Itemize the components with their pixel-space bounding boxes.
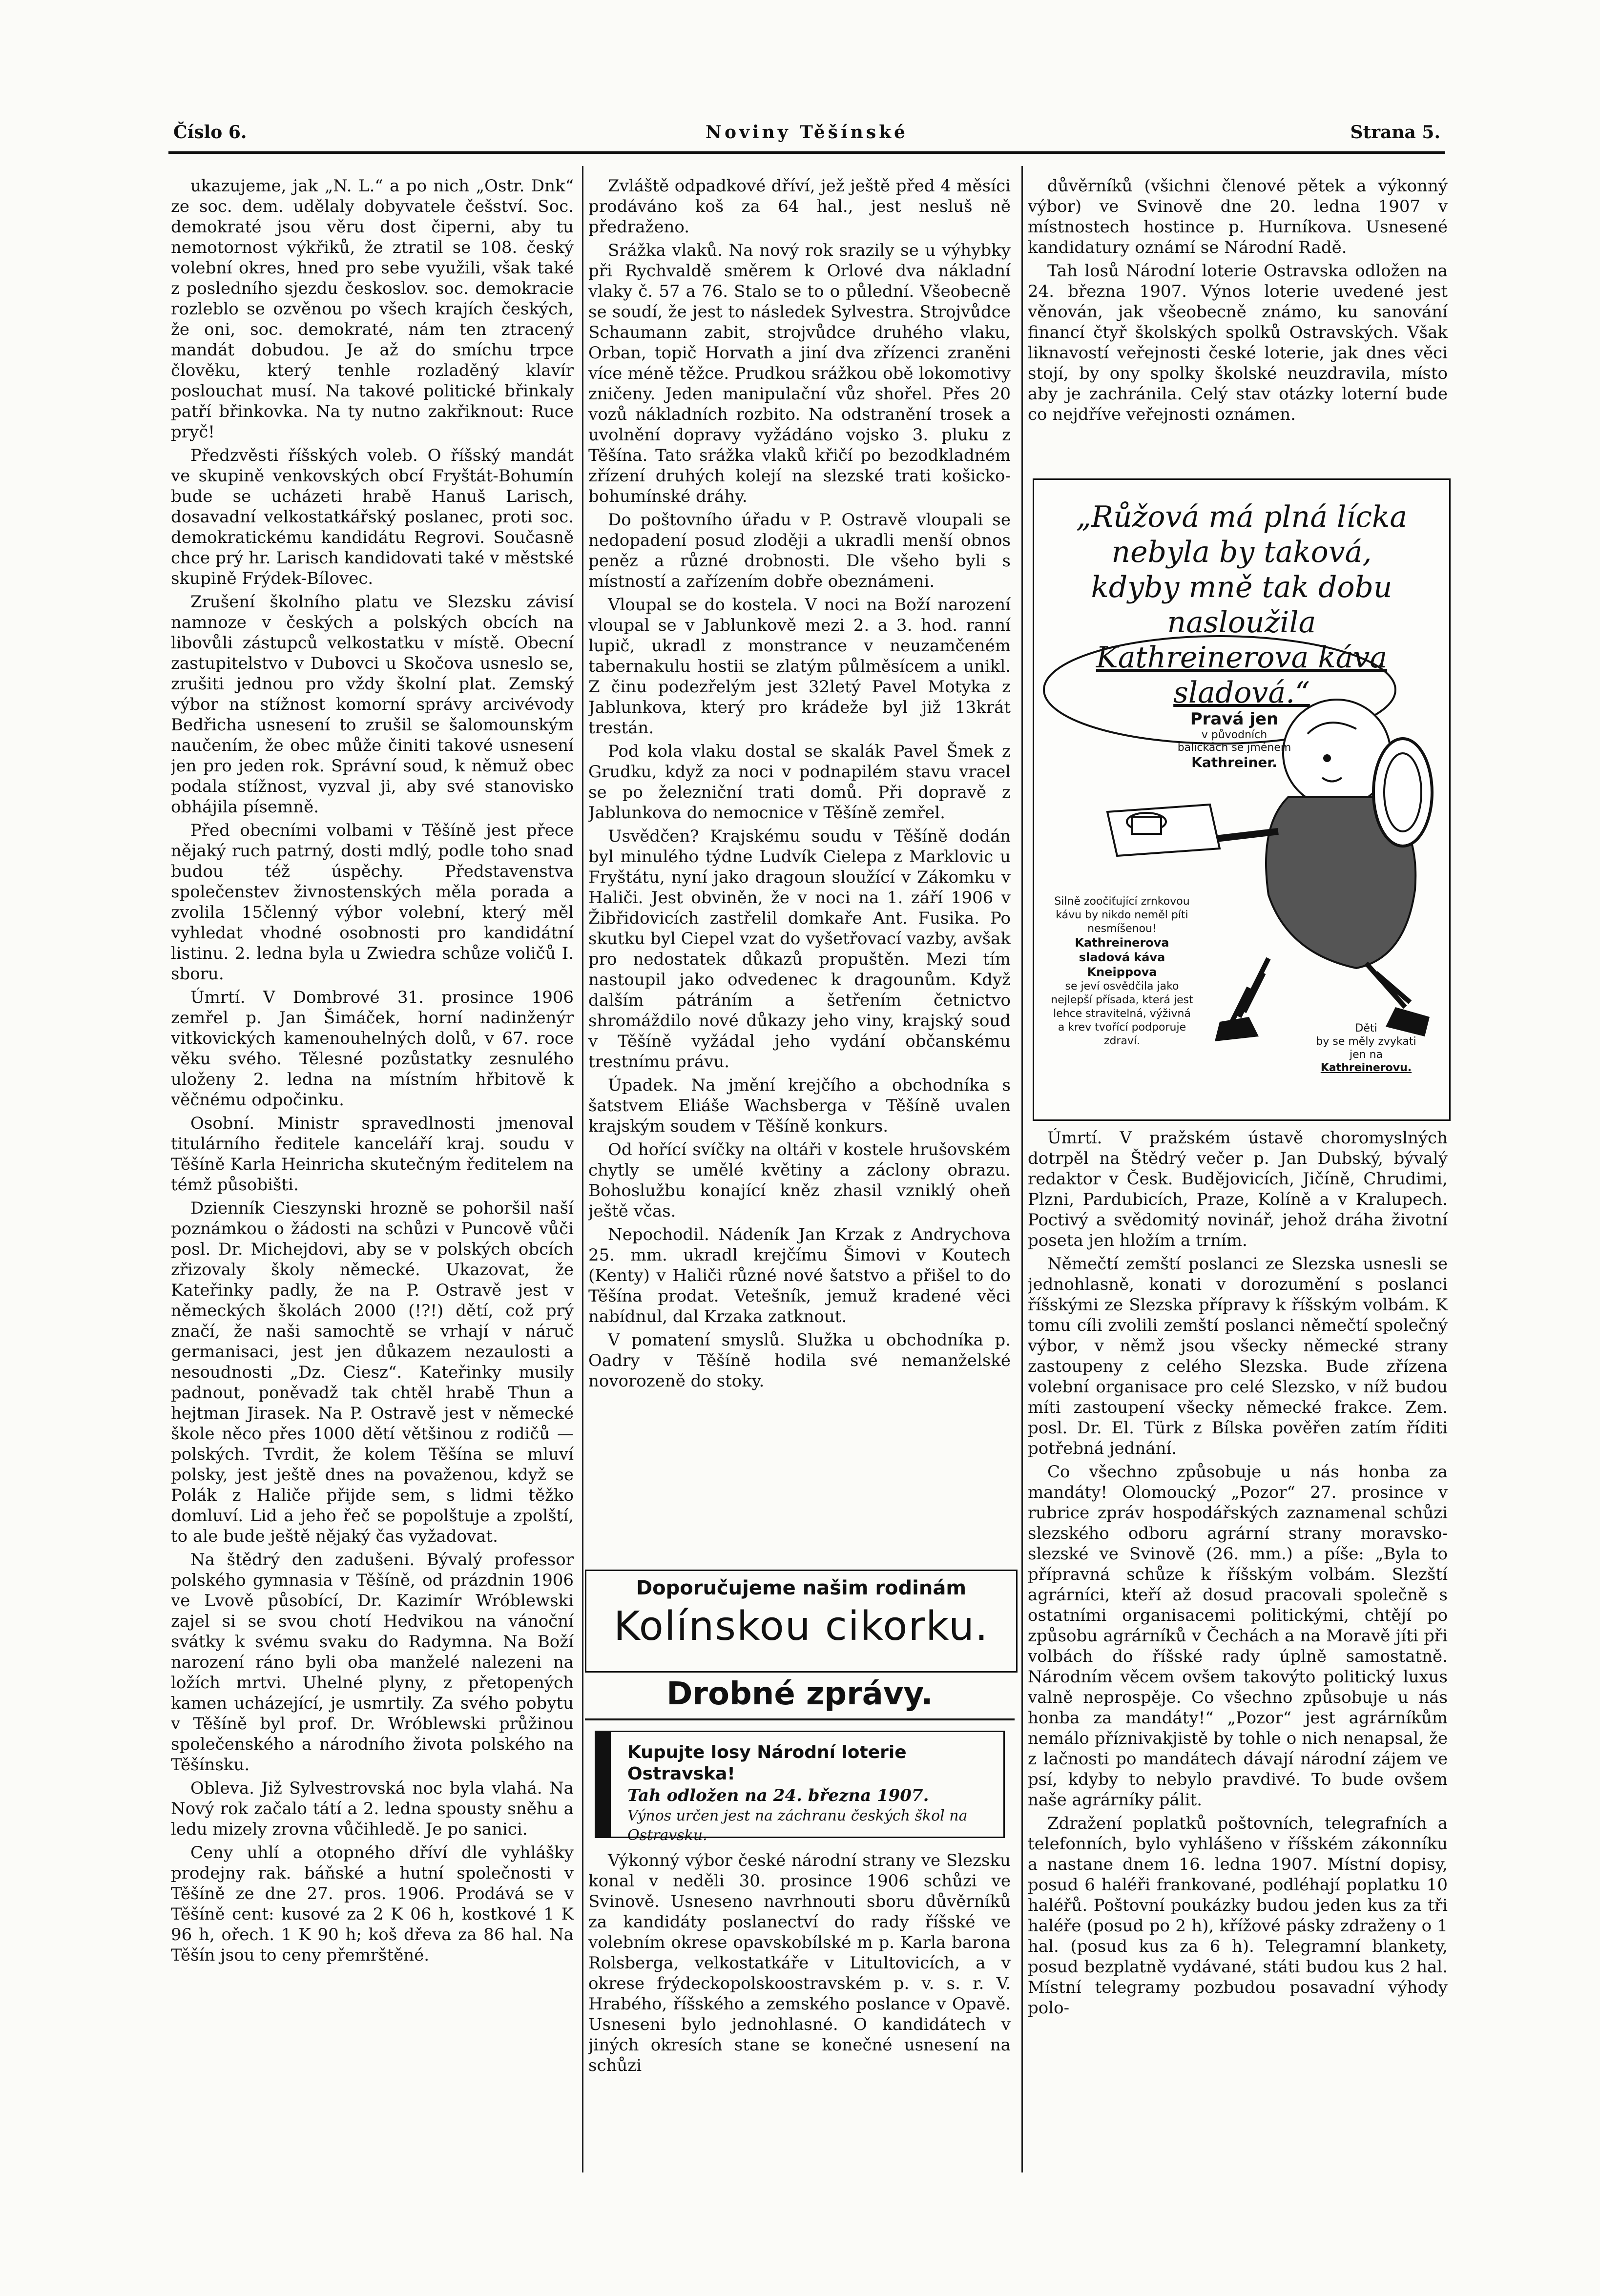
note-line: by se měly zvykati jen na bbox=[1316, 1035, 1416, 1061]
verse-line: kdyby mně tak dobu nasloužila bbox=[1091, 570, 1392, 640]
header-rule bbox=[168, 151, 1445, 154]
kathreiner-promo-text bbox=[1049, 895, 1195, 1048]
article-paragraph: Úpadek. Na jmění krejčího a obchodníka s šatstvem Eliáše Wachsberga v Těšíně uvalen krajským soudem v Těšíně konkurs. bbox=[588, 1076, 1011, 1136]
article-paragraph: důvěrníků (všichni členové pětek a výkonný výbor) ve Svinově dne 20. ledna 1907 v místnostech hostince p. Hurníkova. Usnesené kandidatury oznámí se Národní Radě. bbox=[1028, 176, 1448, 257]
article-paragraph: Osobní. Ministr spravedlnosti jmenoval titulárního ředitele kanceláří kraj. soudu v Těšíně Karla Heinricha skutečným ředitelem na témž působišti. bbox=[171, 1114, 574, 1195]
kathreiner-brand-box bbox=[1176, 709, 1293, 770]
article-paragraph: Od hořící svíčky na oltáři v kostele hrušovském chytly se umělé květiny a záclony obrazu. Bohoslužbu konající kněz zhasil vzniklý oheň ještě včas. bbox=[588, 1140, 1011, 1221]
column-divider bbox=[1021, 166, 1023, 2172]
column-1 bbox=[171, 176, 574, 2168]
cikorka-ad-product: Kolínskou cikorku. bbox=[613, 1603, 989, 1650]
article-paragraph: Zdražení poplatků poštovních, telegrafních a telefonních, bylo vyhlášeno v říšském zákonníku a nastane dnem 16. ledna 1907. Místní dopisy, posud 6 haléři frankované, podléhají poplatku 10 haléřů. Poštovní poukázky budou jeden kus za tři haléře (posud po 2 h), křížové pásky zdraženy o 1 hal. (posud kus za 6 h). Telegramní blankety, posud bezplatně vydávané, státi budou kus 2 hal. Místní telegramy pozbudou posavadní výhody polo- bbox=[1028, 1814, 1448, 2018]
verse-line: „Růžová má plná lícka bbox=[1076, 500, 1408, 534]
brand-subtitle: v původních balíčkách se jménem bbox=[1177, 729, 1291, 754]
verse-line: nebyla by taková, bbox=[1111, 535, 1372, 569]
column-3-continued bbox=[1028, 1128, 1448, 2163]
column-2 bbox=[588, 176, 1011, 1557]
article-paragraph: Co všechno způsobuje u nás honba za mandáty! Olomoucký „Pozor“ 27. prosince v rubrice zpráv hospodářských zaznamenal schůzi slezského odboru agrární strany moravsko-slezské ve Svinově (26. mm.) a píše: „Byla to přípravná schůze k říšským volbám. Slezští agrárníci, kteří až dosud pracovali společně s ostatními organisacemi politickými, chtějí po způsobu agrárníků v Čechách a na Moravě jíti při volbách do říšské rady úplně samostatně. Národním věcem ovšem takovýto politický luxus valně neprospěje. Co všechno způsobuje u nás honba za mandáty!“ „Pozor“ jest agrárníkům nemálo příznivakjistě by tohle o nich nenapsal, že z lačnosti po mandátech dávají národní zájem ve psí, kdyby to nebylo pravdivé. To bude ovšem naše agrárníky pálit. bbox=[1028, 1462, 1448, 1810]
article-paragraph: Úmrtí. V Dombrové 31. prosince 1906 zemřel p. Jan Šimáček, horní nadinženýr vitkovických kamenouhelných dolů, v 67. roce věku svého. Tělesné pozůstatky zesnulého uloženy 2. ledna na místním hřbitově k věčnému odpočinku. bbox=[171, 988, 574, 1110]
article-paragraph: Ceny uhlí a otopného dříví dle vyhlášky prodejny rak. báňské a hutní společnosti v Těšíně ze dne 27. pros. 1906. Prodává se v Těšíně cent: kusové za 2 K 06 h, kostkové 1 K 96 h, ořech. 1 K 90 h; koš dřeva za 86 hal. Na Těšín jsou to ceny přemrštěné. bbox=[171, 1843, 574, 1965]
article-paragraph: Výkonný výbor české národní strany ve Slezsku konal v neděli 30. prosince 1906 schůzi ve Svinově. Usneseno navrhnouti sboru důvěrníků za kandidáty poslanectví do rady říšské ve volebním okrese opavskobílské m p. Karla barona Rolsberga, velkostatkáře v Litultovicích, a v okrese frýdeckopolskoostravském p. v. s. r. V. Hrabého, říšského a zemského poslance v Opavě. Usneseni bylo jednohlasné. O kandidátech v jiných okresích stane se konečné usnesení na schůzi bbox=[588, 1851, 1011, 2075]
promo-line: Kathreinerova sladová káva Kneippova bbox=[1075, 936, 1169, 979]
brand-name: Kathreiner. bbox=[1191, 754, 1277, 770]
article-paragraph: Zvláště odpadkové dříví, jež ještě před 4 měsíci prodáváno koš za 64 hal., jest nesluš ně předraženo. bbox=[588, 176, 1011, 237]
article-paragraph: Vloupal se do kostela. V noci na Boží narození vloupal se v Jablunkově mezi 2. a 3. hod. ranní lupič, ukradl z monstrance v neuzamčeném tabernakulu hostii se zlatým půlměsícem a unikl. Z činu podezřelým jest 32letý Pavel Motyka z Jablunkova, který pro krádeže byl již 13krát trestán. bbox=[588, 595, 1011, 738]
cikorka-ad-tagline: Doporučujeme našim rodinám bbox=[636, 1577, 967, 1599]
issue-number: Číslo 6. bbox=[173, 122, 247, 143]
note-line: Děti bbox=[1355, 1022, 1377, 1034]
article-paragraph: Srážka vlaků. Na nový rok srazily se u výhybky při Rychvaldě směrem k Orlové dva nákladní vlaky č. 57 a 76. Stalo se to o půlední. Všeobecně se soudí, že jest to následek Sylvestra. Strojvůdce Schaumann zabit, strojvůdce druhého vlaku, Orban, topič Horvath a jiní dva zřízenci zraněni více méně těžce. Prudkou srážkou obě lokomotivy zničeny. Jeden manipulační vůz shořel. Přes 20 vozů nákladních rozbito. Na odstranění trosek a uvolnění dopravy vyžádáno vojsko 3. pluku z Těšína. Tato srážka vlaků křičí po bezodkladném zřízení druhých kolejí na slezské trati košicko-bohumínské dráhy. bbox=[588, 241, 1011, 506]
kathreiner-advertisement bbox=[1033, 478, 1451, 1121]
article-paragraph: V pomatení smyslů. Služka u obchodníka p. Oadry v Těšíně hodila své nemanželské novorozeně do stoky. bbox=[588, 1330, 1011, 1391]
brand-title: Pravá jen bbox=[1190, 709, 1279, 729]
article-paragraph: Pod kola vlaku dostal se skalák Pavel Šmek z Grudku, když za noci v podnapilém stavu vracel se po železniční trati domů. Při dopravě z Jablunkova do nemocnice v Těšíně zemřel. bbox=[588, 742, 1011, 823]
article-paragraph: Úmrtí. V pražském ústavě choromyslných dotrpěl na Štědrý večer p. Jan Dubský, bývalý redaktor v Česk. Budějovicích, Jičíně, Chrudimi, Plzni, Pardubicích, Praze, Kolíně a v Kralupech. Poctivý a svědomitý novinář, jehož dráha životní poseta jen hložím a trním. bbox=[1028, 1128, 1448, 1250]
article-paragraph: Do poštovního úřadu v P. Ostravě vloupali se nedopadení posud zloději a ukradli menší obnos peněz a různé drobnosti. Dle všeho byli s místností a zařízením dobře obeznámeni. bbox=[588, 510, 1011, 591]
kathreiner-children-note bbox=[1308, 1022, 1425, 1075]
lottery-advertisement bbox=[595, 1731, 1005, 1844]
lottery-ad-date: Tah odložen na 24. března 1907. bbox=[627, 1786, 929, 1805]
lottery-ad-purpose: Výnos určen jest na záchranu českých škol na Ostravsku. bbox=[627, 1807, 968, 1844]
article-paragraph: Obleva. Již Sylvestrovská noc byla vlahá. Na Nový rok začalo tátí a 2. ledna spousty sněhu a ledu mizely zrovna vůčihledě. Je po sanici. bbox=[171, 1779, 574, 1839]
ad-accent-bar bbox=[596, 1732, 611, 1837]
article-paragraph: Zrušení školního platu ve Slezsku závisí namnoze v českých a polských obcích na libovůli zástupců velkostatku v místě. Obecní zastupitelstvo v Dubovci u Skočova usneslo se, zrušiti jednou pro vždy školní plat. Zemský výbor na stížnost komorní správy arcivévody Bedřicha usnesení to zrušil se šalomounským naučením, že obec může činiti takové usnesení jen pro jeden rok. Správní soud, k němuž obec podala stížnost, vyzval ji, aby své stanovisko obhájila písemně. bbox=[171, 592, 574, 817]
article-paragraph: Na štědrý den zadušeni. Bývalý professor polského gymnasia v Těšíně, od prázdnin 1906 ve Lvově působící, Dr. Kazimír Wróblewski zajel si se svou chotí Hedvikou na vánoční svátky k svému svaku do Radymna. Na Boží narození ráno byli oba manželé nalezeni na ložích mrtvi. Uhelné plyny, z přetopených kamen ucházející, je usmrtily. Za svého pobytu v Těšíně byl prof. Dr. Wróblewski průžinou společenského a národního života polského na Těšínsku. bbox=[171, 1550, 574, 1775]
page-number: Strana 5. bbox=[1350, 122, 1440, 143]
verse-line: Kathreinerova káva sladová.“ bbox=[1096, 641, 1388, 710]
note-line: Kathreinerovu. bbox=[1320, 1062, 1412, 1074]
cikorka-advertisement bbox=[585, 1570, 1018, 1673]
article-paragraph: Nepochodil. Nádeník Jan Krzak z Andrychova 25. mm. ukradl krejčímu Šimovi v Koutech (Kenty) v Haliči různé nové šatstvo a přišel to do Těšína prodat. Vetešník, jemuž kradené věci nabídnul, dal Krzaka zatknout. bbox=[588, 1225, 1011, 1326]
article-paragraph: ukazujeme, jak „N. L.“ a po nich „Ostr. Dnk“ ze soc. dem. udělaly dobyvatele češství. Soc. demokraté jsou věru dost čiperni, aby tu nemotornost výkřiků, že ztratil se 108. český volební okres, hned pro sebe využili, však také z posledního sjezdu českoslov. soc. demokracie rozleblo se ozvěnou po všech krajích českých, že oni, soc. demokraté, nám ten ztracený mandát dobudou. Je až do smíchu trpce člověku, který tenhle rozladěný klavír poslouchat musí. Na takové politické břinkaly patří břinkovka. Na ty nutno zakřiknout: Ruce pryč! bbox=[171, 176, 574, 442]
promo-line: se jeví osvědčila jako nejlepší přísada, která jest lehce stravitelná, výživná a krev tvořící podporuje zdraví. bbox=[1051, 980, 1193, 1047]
promo-line: Silně zoočiťující zrnkovou kávu by nikdo neměl píti nesmíšenou! bbox=[1054, 895, 1190, 935]
kathreiner-ad-verse bbox=[1054, 499, 1430, 710]
article-paragraph: Dzienník Cieszynski hrozně se pohoršil naší poznámkou o žádosti na schůzi v Puncově vůči posl. Dr. Michejdovi, aby se v polských obcích zřizovaly školy německé. Ukazovat, že Kateřinky padly, že na P. Ostravě jest v německých školách 2000 (!?!) dětí, což prý značí, že naši samochtě se vrhají v náruč germanisaci, jest jen důkazem nezaulosti a nesoudnosti „Dz. Ciesz“. Kateřinky musily padnout, poněvadž tak chtěl hrabě Thun a hejtman Jirasek. Na P. Ostravě jest v německé škole něco přes 1000 dětí většinou z rodičů — polských. Tvrdit, že kolem Těšína se mluví polsky, jest ještě dnes na považenou, když se Polák z Haliče přijde sem, s lidmi těžko domluví. Lid a jeho řeč se popolštuje a zpolští, to ale bude ještě nějaký čas vyžadovat. bbox=[171, 1199, 574, 1546]
section-heading: Drobné zprávy. bbox=[585, 1670, 1015, 1720]
lottery-ad-headline: Kupujte losy Národní loterie Ostravska! bbox=[627, 1742, 907, 1784]
article-paragraph: Usvědčen? Krajskému soudu v Těšíně dodán byl minulého týdne Ludvík Cielepa z Marklovic u Fryštátu, nyní jako dragoun sloužící v Zákomku v Haliči. Jest obviněn, že v noci na 1. září 1906 v Žibřidovicích zastřelil domkaře Ant. Fusika. Po skutku byl Ciepel vzat do vyšetřovací vazby, avšak pro nedostatek důkazů propuštěn. Mezi tím nastoupil jako odvedenec k dragounům. Když dalším pátráním a šetřením četnictvo shromáždilo nové důkazy jeho viny, krajský soud v Těšíně vyžádal jeho vydání občanskému trestnímu právu. bbox=[588, 827, 1011, 1072]
article-paragraph: Němečtí zemští poslanci ze Slezska usnesli se jednohlasně, konati v dorozumění s poslanci říšskými ze Slezska přípravy k říšským volbám. K tomu cíli zvolili zemští poslanci němečtí společný výbor, v němž jsou všecky německé strany zastoupeny z celého Slezska. Bude zřízena volební organisace pro celé Slezsko, v níž budou míti zastoupení všecky německé frakce. Zem. posl. Dr. El. Türk z Bílska pověřen zatím říditi potřebná jednání. bbox=[1028, 1254, 1448, 1458]
article-paragraph: Před obecními volbami v Těšíně jest přece nějaký ruch patrný, dosti mdlý, podle toho snad budou též úspěchy. Představenstva společenstev živnostenských měla porada a zvolila 15členný výbor volební, který měl vyhledat vhodné osobnosti pro kandidátní listinu. 2. ledna byla u Zwiedra schůze voličů I. sboru. bbox=[171, 821, 574, 984]
article-paragraph: Tah losů Národní loterie Ostravska odložen na 24. března 1907. Výnos loterie uvedené jest věnován, jak všeobecně známo, ku sanování financí čtyř školských spolků Ostravských. Však liknavostí veřejnosti české loterie, jak dnes věci stojí, by ony spolky školské neuzdravila, místo aby je zachránila. Celý stav otázky loterní bude co nejdříve veřejnosti oznámen. bbox=[1028, 261, 1448, 424]
column-2-continued bbox=[588, 1850, 1011, 2163]
page-header bbox=[173, 122, 1440, 146]
article-paragraph: Předzvěsti říšských voleb. O říšský mandát ve skupině venkovských obcí Fryštát-Bohumín bude se ucházeti hrabě Hanuš Larisch, dosavadní velkostatkářský poslanec, proti soc. demokratickému kandidátu Regrovi. Současně chce prý hr. Larisch kandidovati také v městské skupině Frýdek-Bílovec. bbox=[171, 446, 574, 588]
newspaper-title: Noviny Těšínské bbox=[706, 122, 908, 143]
column-3 bbox=[1028, 176, 1448, 469]
column-divider bbox=[582, 166, 583, 2172]
